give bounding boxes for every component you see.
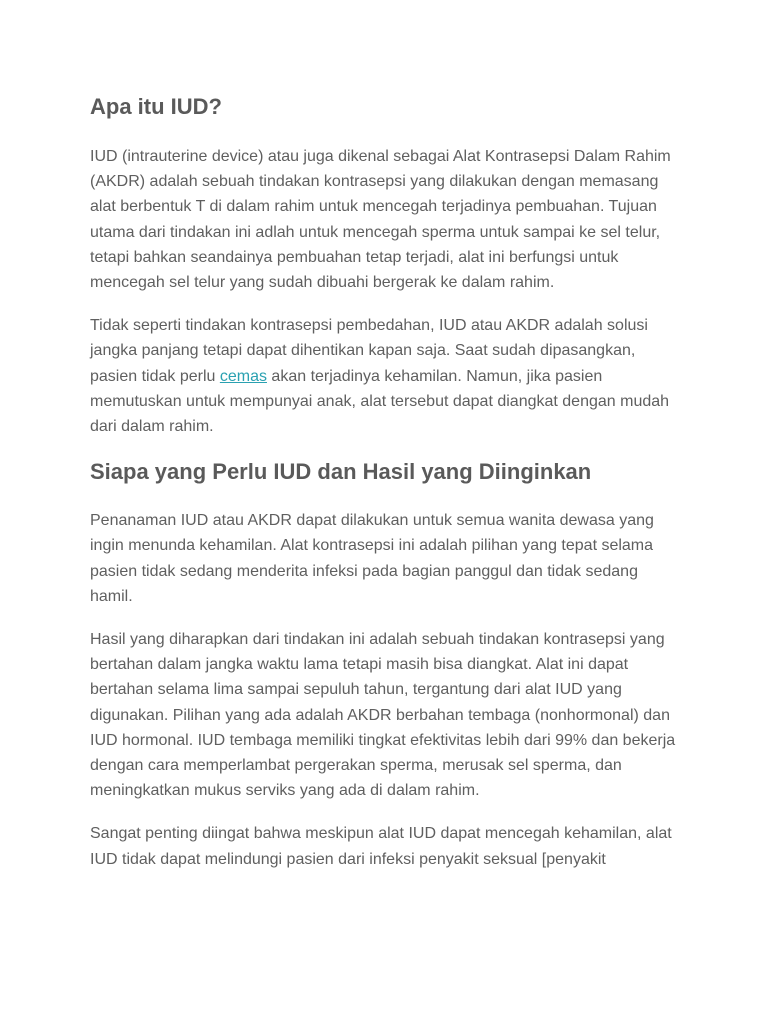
paragraph-important-note: Sangat penting diingat bahwa meskipun alat IUD dapat mencegah kehamilan, alat IUD tidak dapat melindungi pasien dari infeksi penyakit seksual [penyakit [90,825,672,868]
paragraph-who-needs: Penanaman IUD atau AKDR dapat dilakukan untuk semua wanita dewasa yang ingin menunda kehamilan. Alat kontrasepsi ini adalah pilihan yang tepat selama pasien tidak sedang menderita infeksi pada bagian panggul dan tidak sedang hamil. [90,512,654,605]
page-title: Apa itu IUD? [90,94,222,119]
cemas-link[interactable]: cemas [219,367,267,385]
article [90,92,680,890]
paragraph-long-term [90,313,680,439]
paragraph-text-after-link: akan terjadinya kehamilan. Namun, jika pasien memutuskan untuk mempunyai anak, alat tersebut dapat diangkat dengan mudah dari dalam rahim. [90,367,670,436]
paragraph-text-before-link: Tidak seperti tindakan kontrasepsi pembedahan, IUD atau AKDR adalah solusi jangka panjang tetapi dapat dihentikan kapan saja. Saat sudah dipasangkan, pasien tidak perlu [90,317,648,385]
paragraph-expected-results: Hasil yang diharapkan dari tindakan ini adalah sebuah tindakan kontrasepsi yang bertahan dalam jangka waktu lama tetapi masih bisa diangkat. Alat ini dapat bertahan selama lima sampai sepuluh tahun, tergantung dari alat IUD yang digunakan. Pilihan yang ada adalah AKDR berbahan tembaga (nonhormonal) dan IUD hormonal. IUD tembaga memiliki tingkat efektivitas lebih dari 99% dan bekerja dengan cara memperlambat pergerakan sperma, merusak sel sperma, dan meningkatkan mukus serviks yang ada di dalam rahim. [90,631,676,800]
paragraph-definition: IUD (intrauterine device) atau juga dikenal sebagai Alat Kontrasepsi Dalam Rahim (AKDR) adalah sebuah tindakan kontrasepsi yang dilakukan dengan memasang alat berbentuk T di dalam rahim untuk mencegah terjadinya pembuahan. Tujuan utama dari tindakan ini adlah untuk mencegah sperma untuk sampai ke sel telur, tetapi bahkan seandainya pembuahan tetap terjadi, alat ini berfungsi untuk mencegah sel telur yang sudah dibuahi bergerak ke dalam rahim. [90,148,671,292]
section-heading: Siapa yang Perlu IUD dan Hasil yang Diinginkan [90,459,592,485]
